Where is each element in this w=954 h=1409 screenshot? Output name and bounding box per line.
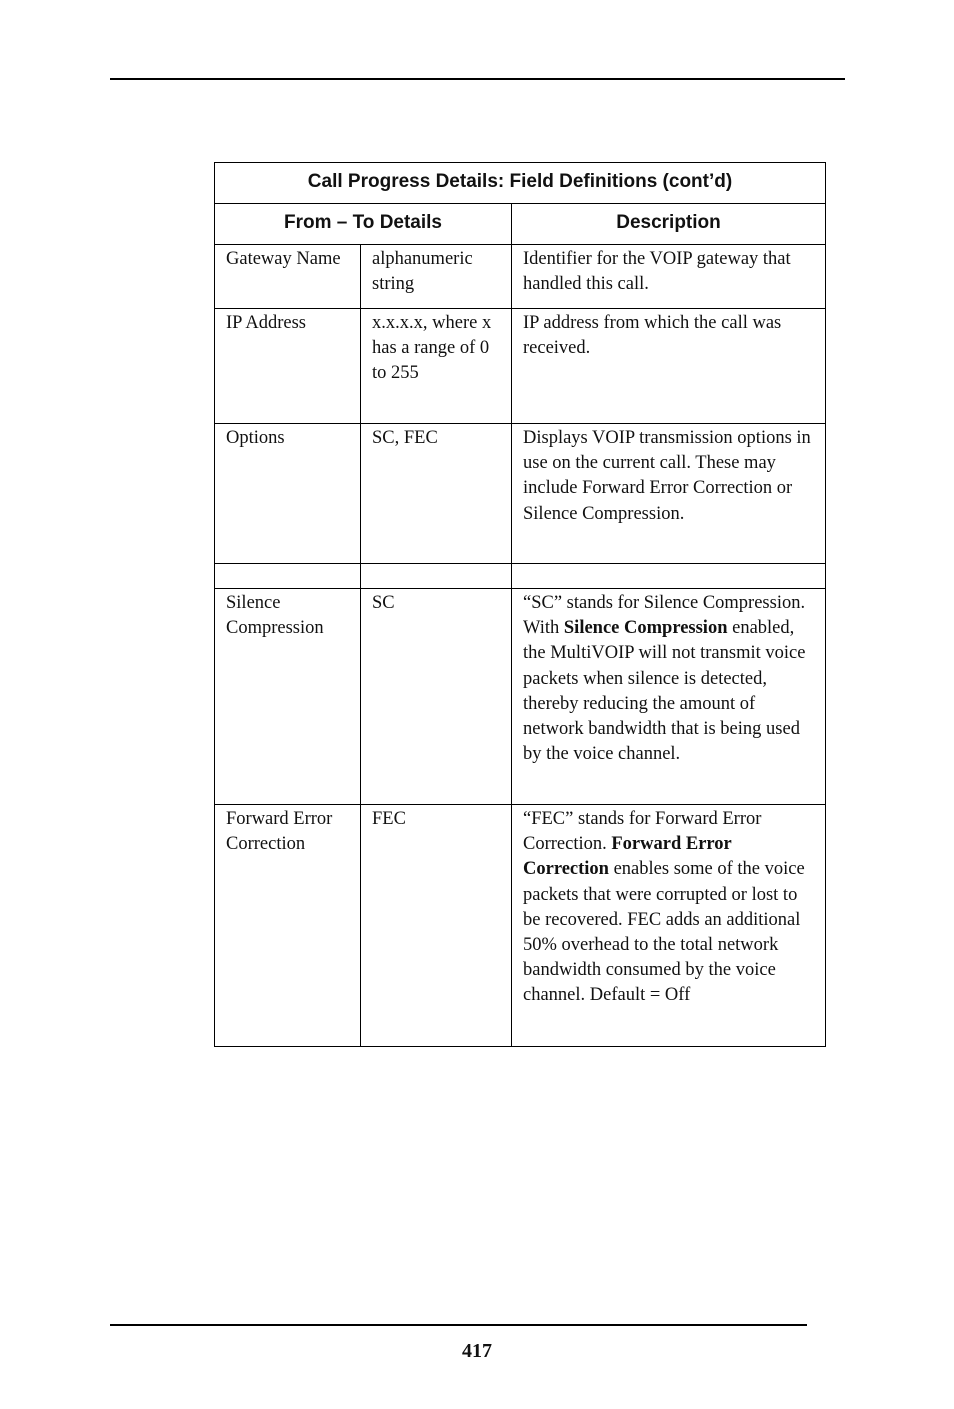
table-row	[215, 589, 826, 805]
field-name: Options	[215, 424, 361, 564]
field-description: Identifier for the VOIP gateway that handled this call.	[512, 245, 826, 309]
footer-rule	[110, 1324, 807, 1326]
empty-cell	[512, 564, 826, 589]
description-text: enables some of the voice packets that were corrupted or lost to be recovered. FEC adds an additional 50% overhead to the total network bandwidth consumed by the voice channel. Default = Off	[523, 859, 805, 1006]
table-row	[215, 245, 826, 309]
table-row	[215, 424, 826, 564]
field-name: Gateway Name	[215, 245, 361, 309]
table-header-row	[215, 204, 826, 245]
table-row	[215, 309, 826, 424]
table-row	[215, 805, 826, 1047]
field-description: IP address from which the call was received.	[512, 309, 826, 424]
description-text: “FEC” stands for Forward Error Correction.	[523, 809, 762, 855]
field-value: SC, FEC	[361, 424, 512, 564]
field-name: Silence Compression	[215, 589, 361, 805]
field-name: IP Address	[215, 309, 361, 424]
field-name: Forward Error Correction	[215, 805, 361, 1047]
description-text: “SC” stands for Silence Compression. With	[523, 593, 806, 639]
empty-cell	[215, 564, 361, 589]
header-from-to-details: From – To Details	[215, 204, 512, 245]
empty-cell	[361, 564, 512, 589]
field-description	[512, 589, 826, 805]
header-rule	[110, 78, 845, 80]
empty-table-row	[215, 564, 826, 589]
description-bold-term: Forward Error Correction	[523, 834, 732, 880]
field-definitions-table	[214, 162, 826, 1047]
description-bold-term: Silence Compression	[563, 618, 728, 639]
table-title-row	[215, 163, 826, 204]
field-description	[512, 805, 826, 1047]
field-value: x.x.x.x, where x has a range of 0 to 255	[361, 309, 512, 424]
field-value: alphanumeric string	[361, 245, 512, 309]
page-number: 417	[462, 1340, 492, 1362]
field-description: Displays VOIP transmission options in use on the current call. These may include Forward Error Correction or Silence Compression.	[512, 424, 826, 564]
field-value: FEC	[361, 805, 512, 1047]
table-title: Call Progress Details: Field Definitions (cont’d)	[215, 163, 826, 204]
description-text: enabled, the MultiVOIP will not transmit voice packets when silence is detected, thereby reducing the amount of network bandwidth that is being used by the voice channel.	[523, 618, 806, 765]
header-description: Description	[512, 204, 826, 245]
field-value: SC	[361, 589, 512, 805]
